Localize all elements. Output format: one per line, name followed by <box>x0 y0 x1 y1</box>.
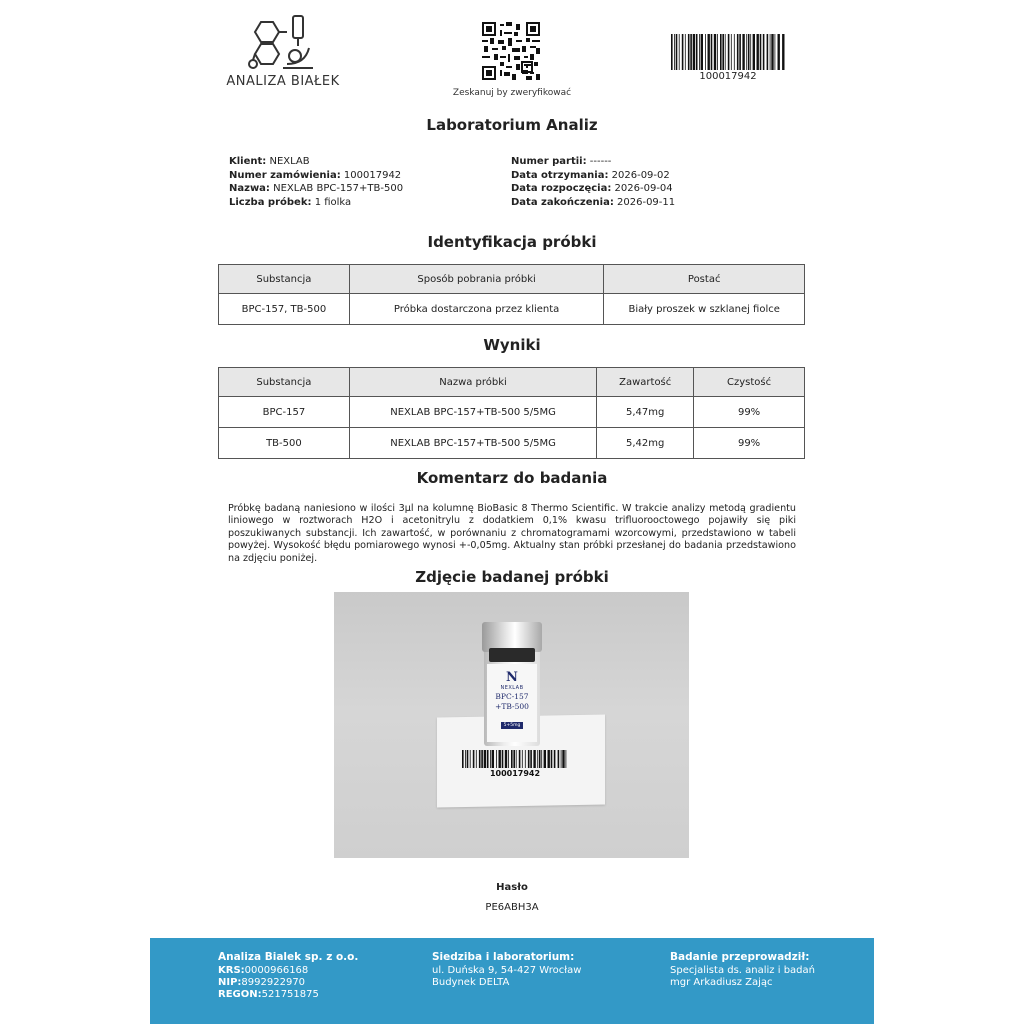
order-info-left <box>229 155 403 209</box>
sample-photo <box>334 592 689 858</box>
barcode-bar <box>688 34 690 70</box>
results-title: Wyniki <box>483 336 541 354</box>
barcode-bar <box>508 750 509 768</box>
table-header-row <box>219 368 805 397</box>
document-header <box>0 0 1024 110</box>
barcode <box>671 34 785 70</box>
barcode-bar <box>462 750 464 768</box>
info-order-number: Numer zamówienia: 100017942 <box>229 169 402 181</box>
barcode-bar <box>757 34 759 70</box>
table-cell: Próbka dostarczona przez klienta <box>349 294 604 325</box>
barcode-bar <box>530 750 532 768</box>
password-label: Hasło <box>496 882 528 893</box>
table-header-cell: Sposób pobrania próbki <box>349 265 604 294</box>
barcode-bar <box>753 34 755 70</box>
barcode-bar <box>554 750 556 768</box>
table-header-row <box>219 265 805 294</box>
info-end-date: Data zakończenia: 2026-09-11 <box>511 196 676 208</box>
qr-caption: Zeskanuj by zweryfikować <box>452 88 572 98</box>
footer-address <box>432 951 581 989</box>
barcode-bar <box>679 34 680 70</box>
barcode-bar <box>674 34 675 70</box>
info-received-date: Data otrzymania: 2026-09-02 <box>511 169 670 181</box>
info-batch-number: Numer partii: ------ <box>511 156 612 167</box>
vial-logo-letter: N <box>506 670 518 685</box>
barcode-bar <box>748 34 750 70</box>
barcode-bar <box>496 750 497 768</box>
vial-peptide-2: +TB-500 <box>495 702 529 711</box>
barcode-bar <box>490 750 491 768</box>
barcode-bar <box>742 34 744 70</box>
barcode-bar <box>737 34 739 70</box>
barcode-bar <box>505 750 507 768</box>
barcode-bar <box>708 34 710 70</box>
barcode-bar <box>770 34 771 70</box>
barcode-bar <box>541 750 542 768</box>
qr-code[interactable] <box>482 22 540 80</box>
table-cell: TB-500 <box>219 428 350 459</box>
table-cell: NEXLAB BPC-157+TB-500 5/5MG <box>349 428 596 459</box>
info-name: Nazwa: NEXLAB BPC-157+TB-500 <box>229 183 404 194</box>
table-header-cell: Nazwa próbki <box>349 368 596 397</box>
footer-krs: KRS:0000966168 <box>218 965 309 976</box>
photo-barcode-number: 100017942 <box>489 769 541 778</box>
barcode-bar <box>537 750 538 768</box>
info-sample-count: Liczba próbek: 1 fiolka <box>229 196 352 208</box>
barcode-bar <box>685 34 686 70</box>
table-cell: 5,47mg <box>597 397 694 428</box>
table-row <box>219 428 805 459</box>
barcode-number: 100017942 <box>699 71 757 82</box>
barcode-bar <box>763 34 765 70</box>
barcode-bar <box>699 34 700 70</box>
barcode-bar <box>525 750 526 768</box>
barcode-bar <box>682 34 684 70</box>
molecule-microscope-icon <box>247 12 319 72</box>
vial-neck <box>489 648 535 662</box>
barcode-bar <box>533 750 535 768</box>
barcode-bar <box>693 34 695 70</box>
table-cell: BPC-157, TB-500 <box>219 294 350 325</box>
barcode-bar <box>750 34 751 70</box>
barcode-bar <box>782 34 784 70</box>
logo-text: ANALIZA BIAŁEK <box>226 74 340 89</box>
barcode-bar <box>705 34 706 70</box>
barcode-bar <box>728 34 730 70</box>
table-cell: Biały proszek w szklanej fiolce <box>604 294 805 325</box>
table-cell: 99% <box>694 397 805 428</box>
barcode-bar <box>731 34 732 70</box>
results-table <box>218 367 805 459</box>
footer-company <box>218 951 358 1001</box>
vial-label <box>487 664 537 742</box>
barcode-bar <box>711 34 713 70</box>
barcode-bar <box>558 750 560 768</box>
barcode-bar <box>511 750 513 768</box>
barcode-bar <box>548 750 550 768</box>
table-cell: 99% <box>694 428 805 459</box>
vial-peptide-1: BPC-157 <box>495 692 529 701</box>
barcode-bar <box>671 34 673 70</box>
barcode-bar <box>760 34 762 70</box>
table-header-cell: Substancja <box>219 368 350 397</box>
barcode-bar <box>778 34 780 70</box>
barcode-bar <box>479 750 481 768</box>
barcode-bar <box>522 750 523 768</box>
barcode-bar <box>767 34 769 70</box>
table-cell: NEXLAB BPC-157+TB-500 5/5MG <box>349 397 596 428</box>
barcode-bar <box>725 34 726 70</box>
barcode-bar <box>676 34 678 70</box>
barcode-bar <box>739 34 741 70</box>
barcode-bar <box>519 750 521 768</box>
barcode-bar <box>722 34 724 70</box>
footer-regon: REGON:521751875 <box>218 989 319 1000</box>
table-row <box>219 397 805 428</box>
barcode-bar <box>701 34 703 70</box>
barcode-bar <box>775 34 776 70</box>
barcode-bar <box>561 750 562 768</box>
footer-address-title: Siedziba i laboratorium: <box>432 951 575 963</box>
footer-company-name: Analiza Bialek sp. z o.o. <box>218 951 359 963</box>
footer-analyst-role: Specjalista ds. analiz i badań <box>670 965 815 976</box>
barcode-bar <box>566 750 567 768</box>
barcode-bar <box>487 750 489 768</box>
barcode-bar <box>717 34 718 70</box>
barcode-bar <box>551 750 553 768</box>
photo-barcode <box>462 750 568 768</box>
table-row <box>219 294 805 325</box>
barcode-bar <box>690 34 692 70</box>
info-client: Klient: NEXLAB <box>229 156 310 167</box>
barcode-bar <box>696 34 698 70</box>
barcode-bar <box>562 750 564 768</box>
barcode-bar <box>746 34 747 70</box>
barcode-bar <box>771 34 773 70</box>
barcode-bar <box>502 750 504 768</box>
order-info-right <box>511 155 675 209</box>
barcode-bar <box>465 750 466 768</box>
identification-title: Identyfikacja próbki <box>427 233 597 251</box>
barcode-bar <box>467 750 469 768</box>
footer-analyst <box>670 951 815 989</box>
table-header-cell: Postać <box>604 265 805 294</box>
table-header-cell: Zawartość <box>597 368 694 397</box>
comment-text: Próbkę badaną naniesiono w ilości 3µl na kolumnę BioBasic 8 Thermo Scientific. W trakcie analizy metodą gradientu liniowego w roztworach H2O i acetonitrylu z dodatkiem 0,1% kwasu trifluorooctowego pojawiły się piki poszukiwanych substancji. Ich zawartość, w porównaniu z chromatogramami wzorcowymi, przedstawiono w tabeli powyżej. Wysokość błędu pomiarowego wynosi +-0,05mg. Aktualny stan próbki przesłanej do badania przedstawiono na zdjęciu poniżej. <box>228 503 796 564</box>
barcode-bar <box>539 750 541 768</box>
barcode-bar <box>492 750 494 768</box>
company-logo <box>218 12 348 94</box>
table-cell: 5,42mg <box>597 428 694 459</box>
barcode-bar <box>476 750 477 768</box>
vial-brand: NEXLAB <box>500 685 524 691</box>
barcode-bar <box>516 750 517 768</box>
barcode-bar <box>473 750 475 768</box>
barcode-bar <box>481 750 483 768</box>
password-value: PE6ABH3A <box>485 902 539 913</box>
footer-nip: NIP:8992922970 <box>218 977 306 988</box>
comment-title: Komentarz do badania <box>416 469 608 487</box>
barcode-bar <box>734 34 735 70</box>
barcode-bar <box>528 750 530 768</box>
table-header-cell: Czystość <box>694 368 805 397</box>
footer-address-line: ul. Duńska 9, 54-427 Wrocław <box>432 965 582 976</box>
footer <box>150 938 874 1024</box>
info-start-date: Data rozpoczęcia: 2026-09-04 <box>511 183 673 194</box>
footer-analyst-title: Badanie przeprowadził: <box>670 951 810 963</box>
footer-address-line: Budynek DELTA <box>432 977 510 988</box>
lab-title: Laboratorium Analiz <box>426 116 598 134</box>
vial-dose: 5+5mg <box>501 722 524 729</box>
barcode-bar <box>484 750 486 768</box>
photo-title: Zdjęcie badanej próbki <box>415 568 609 586</box>
barcode-bar <box>544 750 546 768</box>
table-cell: BPC-157 <box>219 397 350 428</box>
barcode-bar <box>499 750 501 768</box>
barcode-bar <box>470 750 471 768</box>
footer-analyst-name: mgr Arkadiusz Zając <box>670 977 773 988</box>
table-header-cell: Substancja <box>219 265 350 294</box>
barcode-bar <box>714 34 716 70</box>
barcode-bar <box>513 750 515 768</box>
barcode-bar <box>720 34 722 70</box>
identification-table <box>218 264 805 325</box>
